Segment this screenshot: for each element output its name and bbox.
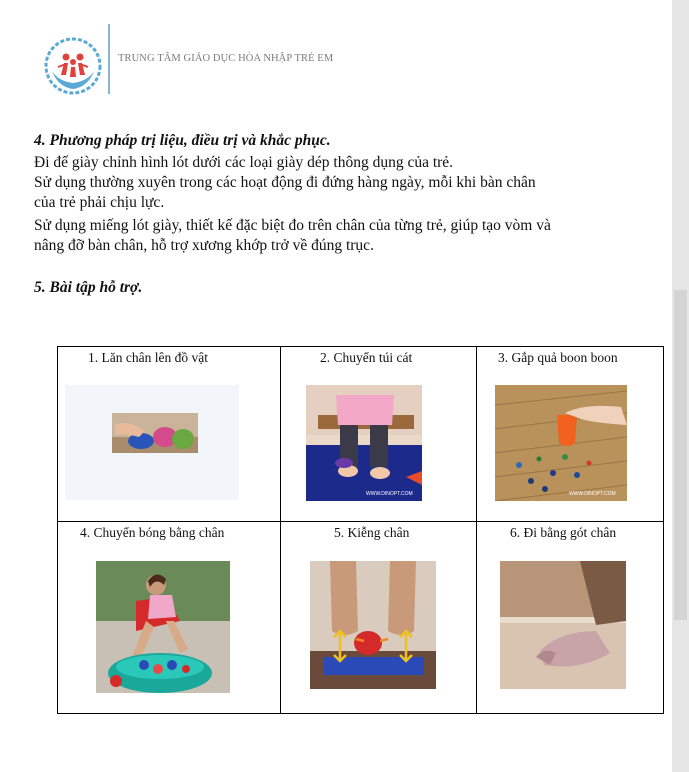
- section-5-title: 5. Bài tập hỗ trợ.: [34, 279, 143, 296]
- exercise-4-photo: [96, 561, 230, 693]
- exercise-6-label: 6. Đi bằng gót chân: [510, 525, 617, 540]
- section-4-line-1: Đi đế giày chỉnh hình lót dưới các loại giày dép thông dụng của trẻ.: [34, 154, 454, 171]
- table-divider: [476, 347, 477, 713]
- header-divider: [108, 24, 110, 94]
- exercise-3-photo: [495, 385, 627, 501]
- section-4-line-5: nâng đỡ bàn chân, hỗ trợ xương khớp trở về đúng trục.: [34, 237, 374, 254]
- exercise-3-label: 3. Gắp quả boon boon: [498, 350, 618, 365]
- watermark-text: WWW.DINOPT.COM: [366, 491, 413, 497]
- organization-name: TRUNG TÂM GIÁO DỤC HÒA NHẬP TRẺ EM: [118, 53, 334, 64]
- table-divider: [280, 347, 281, 713]
- watermark-text: WWW.DINOPT.COM: [569, 491, 616, 497]
- scrollbar-track[interactable]: [672, 0, 689, 772]
- scrollbar-thumb[interactable]: [674, 290, 687, 620]
- section-4-title: 4. Phương pháp trị liệu, điều trị và khắc phục.: [34, 132, 331, 149]
- exercise-1-photo: [65, 385, 239, 500]
- section-4-line-2: Sử dụng thường xuyên trong các hoạt động đi đứng hàng ngày, mỗi khi bàn chân: [34, 174, 536, 191]
- exercise-2-label: 2. Chuyển túi cát: [320, 350, 413, 365]
- section-4-line-4: Sử dụng miếng lót giày, thiết kế đặc biệt đo trên chân của từng trẻ, giúp tạo vòm và: [34, 217, 551, 234]
- exercise-1-label: 1. Lăn chân lên đồ vật: [88, 350, 208, 365]
- section-4-line-3: của trẻ phải chịu lực.: [34, 194, 165, 211]
- exercise-5-photo: [310, 561, 436, 689]
- exercise-4-label: 4. Chuyển bóng bằng chân: [80, 525, 225, 540]
- exercise-2-photo: [306, 385, 422, 501]
- table-divider: [58, 521, 663, 522]
- exercise-6-photo: [500, 561, 626, 689]
- exercise-table: [57, 346, 664, 714]
- family-hands-logo-icon: [44, 37, 102, 95]
- exercise-5-label: 5. Kiễng chân: [334, 525, 410, 540]
